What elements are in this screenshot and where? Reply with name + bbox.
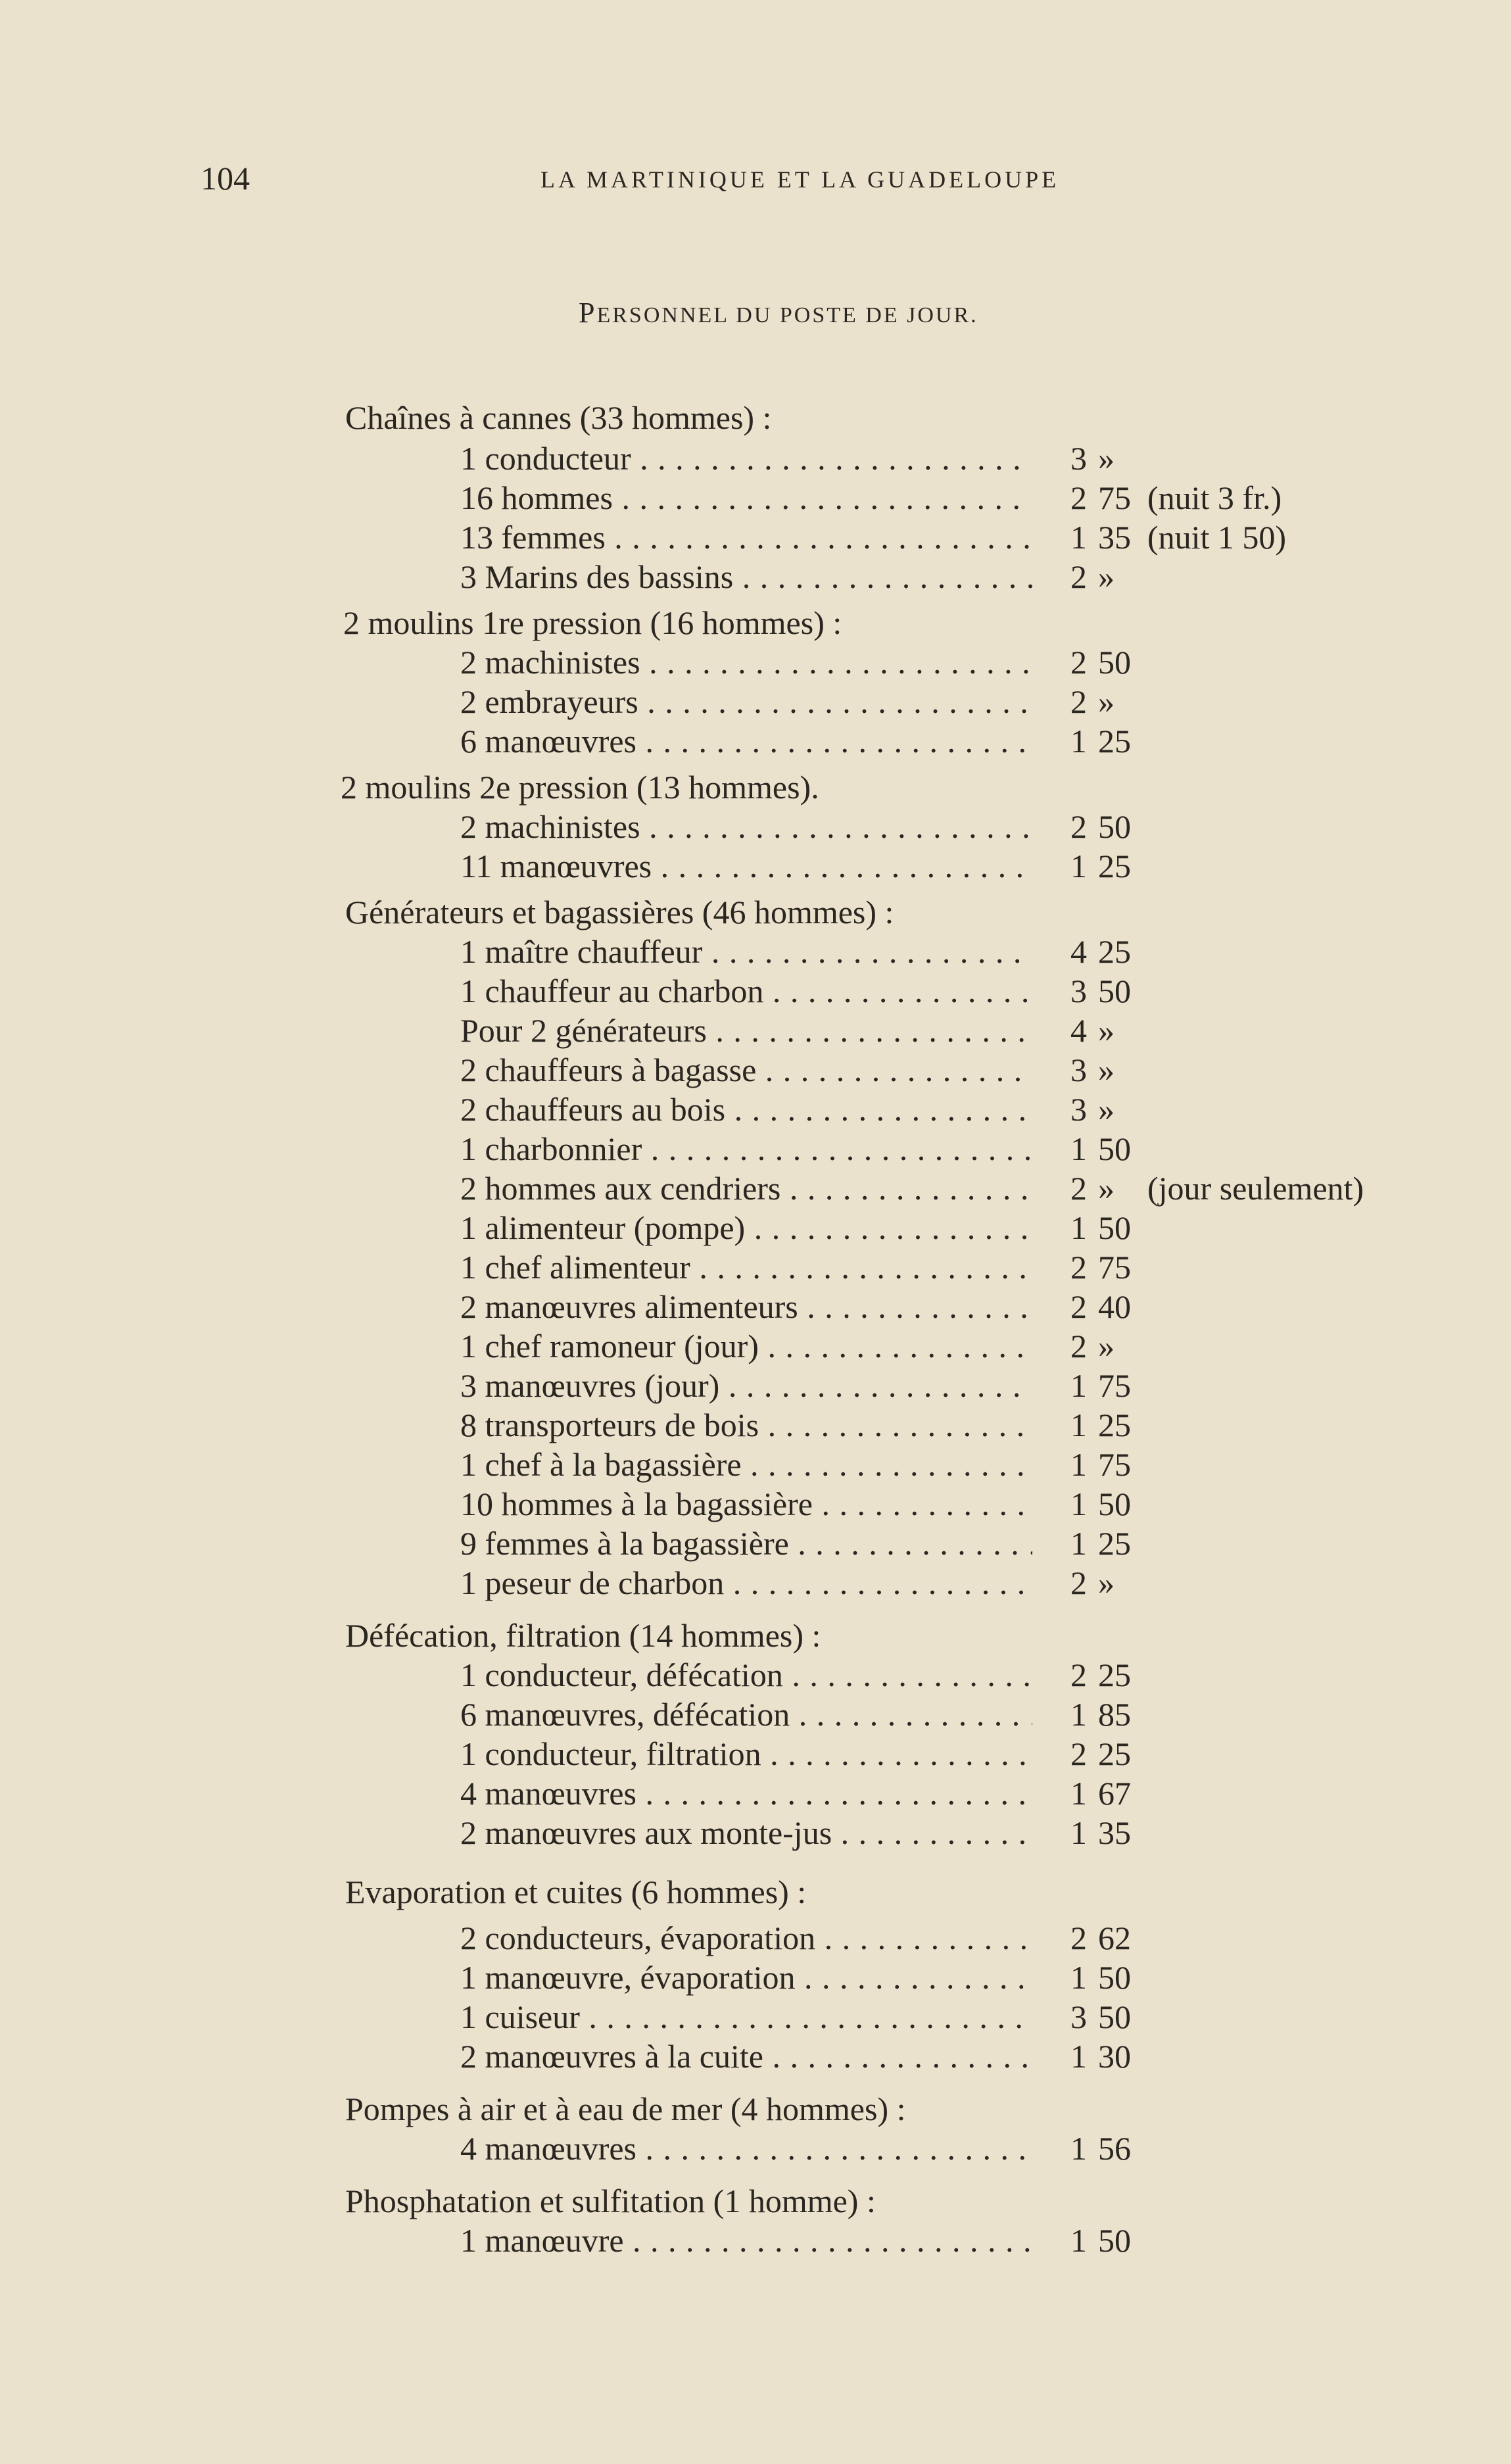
wage-row (0, 439, 1511, 478)
wage-francs: 2 (1070, 1249, 1087, 1286)
wage-row (0, 1405, 1511, 1445)
wage-label: 4 manœuvres . . . (460, 1774, 1032, 1813)
wage-francs: 1 (1070, 848, 1087, 884)
group-heading-text: 2 moulins 2e pression (13 hommes). (341, 769, 819, 806)
wage-label: 2 chauffeurs au bois . . . (460, 1090, 1032, 1129)
wage-label: 1 chef alimenteur . . . (460, 1247, 1032, 1287)
wage-centimes: 56 (1098, 2130, 1131, 2167)
wage-label: 2 manœuvres à la cuite . . . (460, 2037, 1032, 2076)
group-heading (0, 1616, 1511, 1655)
wage-label: Pour 2 générateurs . . . (460, 1011, 1032, 1050)
wage-label: 6 manœuvres . . . (460, 721, 1032, 761)
wage-row (0, 518, 1511, 557)
wage-francs: 1 (1070, 1130, 1087, 1167)
wage-label: 2 hommes aux cendriers . . . (460, 1169, 1032, 1208)
wage-row (0, 682, 1511, 721)
wage-label: 16 hommes . . . (460, 478, 1032, 518)
wage-francs: 2 (1070, 558, 1087, 595)
wage-row (0, 1287, 1511, 1326)
wage-centimes: 25 (1098, 723, 1131, 760)
wage-francs: 1 (1070, 1407, 1087, 1443)
wage-francs: 1 (1070, 1814, 1087, 1851)
wage-centimes: 75 (1098, 1249, 1131, 1286)
wage-centimes: 67 (1098, 1775, 1131, 1812)
wage-centimes: » (1098, 440, 1115, 477)
wage-row (0, 1011, 1511, 1050)
wage-row (0, 1129, 1511, 1169)
wage-centimes: 50 (1098, 644, 1131, 681)
wage-francs: 3 (1070, 1051, 1087, 1088)
wage-francs: 1 (1070, 1959, 1087, 1996)
group-heading-text: Chaînes à cannes (33 hommes) : (345, 399, 772, 436)
wage-centimes: 50 (1098, 1998, 1131, 2035)
group-heading (0, 2089, 1511, 2129)
wage-francs: 1 (1070, 1209, 1087, 1246)
wage-row (0, 721, 1511, 761)
wage-francs: 4 (1070, 1012, 1087, 1049)
wage-centimes: 30 (1098, 2038, 1131, 2075)
group-heading (0, 1872, 1511, 1912)
wage-centimes: 50 (1098, 973, 1131, 1009)
wage-francs: 3 (1070, 440, 1087, 477)
wage-francs: 3 (1070, 1091, 1087, 1128)
wage-row (0, 1734, 1511, 1774)
wage-row (0, 478, 1511, 518)
wage-francs: 2 (1070, 1735, 1087, 1772)
wage-centimes: 75 (1098, 1446, 1131, 1483)
wage-row (0, 846, 1511, 886)
group-heading-text: Pompes à air et à eau de mer (4 hommes) : (345, 2090, 906, 2127)
wage-centimes: 35 (1098, 519, 1131, 556)
wage-row (0, 1997, 1511, 2037)
wage-row (0, 1366, 1511, 1405)
wage-francs: 3 (1070, 1998, 1087, 2035)
wage-label: 9 femmes à la bagassière . . . (460, 1524, 1032, 1563)
group-heading-text: Evaporation et cuites (6 hommes) : (345, 1873, 807, 1910)
wage-francs: 1 (1070, 1446, 1087, 1483)
wage-label: 2 conducteurs, évaporation . . . (460, 1918, 1032, 1958)
wage-francs: 1 (1070, 1367, 1087, 1404)
wage-label: 4 manœuvres . . . (460, 2129, 1032, 2168)
wage-label: 1 conducteur, filtration . . . (460, 1734, 1032, 1774)
wage-row (0, 932, 1511, 971)
wage-label: 1 conducteur . . . (460, 439, 1032, 478)
wage-row (0, 1050, 1511, 1090)
wage-centimes: 50 (1098, 1209, 1131, 1246)
wage-label: 1 manœuvre . . . (460, 2221, 1032, 2260)
wage-centimes: 25 (1098, 848, 1131, 884)
group-heading-text: Phosphatation et sulfitation (1 homme) : (345, 2183, 876, 2219)
wage-label: 2 embrayeurs . . . (460, 682, 1032, 721)
wage-note: (jour seulement) (1147, 1170, 1364, 1207)
wage-francs: 2 (1070, 683, 1087, 720)
wage-centimes: » (1098, 558, 1115, 595)
wage-row (0, 1524, 1511, 1563)
wage-label: 2 manœuvres alimenteurs . . . (460, 1287, 1032, 1326)
wage-row (0, 1484, 1511, 1524)
wage-label: 11 manœuvres . . . (460, 846, 1032, 886)
wage-row (0, 1326, 1511, 1366)
wage-label: 3 manœuvres (jour) . . . (460, 1366, 1032, 1405)
wage-francs: 1 (1070, 1486, 1087, 1522)
wage-label: 3 Marins des bassins . . . (460, 557, 1032, 596)
wage-francs: 2 (1070, 479, 1087, 516)
wage-francs: 1 (1070, 1525, 1087, 1562)
wage-note: (nuit 1 50) (1147, 519, 1287, 556)
wage-centimes: 50 (1098, 1486, 1131, 1522)
wage-row (0, 807, 1511, 846)
wage-label: 8 transporteurs de bois . . . (460, 1405, 1032, 1445)
wage-label: 2 machinistes . . . (460, 807, 1032, 846)
wage-row (0, 1958, 1511, 1997)
wage-centimes: » (1098, 1170, 1115, 1207)
section-title-initial: P (579, 297, 597, 329)
wage-row (0, 1169, 1511, 1208)
wage-centimes: » (1098, 1012, 1115, 1049)
wage-centimes: » (1098, 1564, 1115, 1601)
wage-francs: 1 (1070, 2038, 1087, 2075)
wage-label: 1 chef ramoneur (jour) . . . (460, 1326, 1032, 1366)
wage-row (0, 1655, 1511, 1695)
wage-label: 10 hommes à la bagassière . . . (460, 1484, 1032, 1524)
group-heading (0, 2181, 1511, 2221)
wage-row (0, 1695, 1511, 1734)
group-heading-text: 2 moulins 1re pression (16 hommes) : (343, 604, 842, 641)
wage-centimes: 25 (1098, 1525, 1131, 1562)
wage-centimes: 25 (1098, 1407, 1131, 1443)
wage-francs: 4 (1070, 933, 1087, 970)
wage-centimes: 50 (1098, 1130, 1131, 1167)
wage-francs: 1 (1070, 519, 1087, 556)
wage-centimes: 25 (1098, 1735, 1131, 1772)
wage-centimes: » (1098, 1091, 1115, 1128)
wage-centimes: 50 (1098, 2222, 1131, 2259)
group-heading (0, 767, 1511, 807)
wage-francs: 2 (1070, 1564, 1087, 1601)
wage-centimes: 75 (1098, 479, 1131, 516)
wage-centimes: 50 (1098, 1959, 1131, 1996)
wage-label: 1 chef à la bagassière . . . (460, 1445, 1032, 1484)
wage-francs: 2 (1070, 1328, 1087, 1365)
wage-francs: 2 (1070, 1656, 1087, 1693)
wage-label: 1 manœuvre, évaporation . . . (460, 1958, 1032, 1997)
wage-row (0, 1208, 1511, 1247)
page-number: 104 (201, 160, 250, 197)
wage-label: 2 machinistes . . . (460, 642, 1032, 682)
wage-row (0, 1445, 1511, 1484)
wage-centimes: 62 (1098, 1920, 1131, 1956)
wage-label: 1 cuiseur . . . (460, 1997, 1032, 2037)
wage-row (0, 2129, 1511, 2168)
wage-label: 1 conducteur, défécation . . . (460, 1655, 1032, 1695)
wage-label: 6 manœuvres, défécation . . . (460, 1695, 1032, 1734)
wage-francs: 2 (1070, 1920, 1087, 1956)
wage-label: 1 charbonnier . . . (460, 1129, 1032, 1169)
wage-centimes: 25 (1098, 933, 1131, 970)
wage-row (0, 1247, 1511, 1287)
wage-row (0, 2221, 1511, 2260)
wage-label: 13 femmes . . . (460, 518, 1032, 557)
wage-francs: 1 (1070, 1775, 1087, 1812)
group-heading (0, 892, 1511, 932)
wage-centimes: » (1098, 683, 1115, 720)
group-heading-text: Défécation, filtration (14 hommes) : (345, 1617, 821, 1654)
group-heading (0, 603, 1511, 642)
wage-note: (nuit 3 fr.) (1147, 479, 1282, 516)
wage-centimes: 35 (1098, 1814, 1131, 1851)
wage-francs: 2 (1070, 1170, 1087, 1207)
wage-row (0, 971, 1511, 1011)
wage-row (0, 1563, 1511, 1603)
wage-francs: 1 (1070, 2130, 1087, 2167)
wage-francs: 2 (1070, 808, 1087, 845)
group-heading-text: Générateurs et bagassières (46 hommes) : (345, 894, 894, 930)
wage-francs: 2 (1070, 644, 1087, 681)
wage-row (0, 642, 1511, 682)
wage-centimes: 75 (1098, 1367, 1131, 1404)
wage-centimes: 50 (1098, 808, 1131, 845)
wage-row (0, 2037, 1511, 2076)
wage-label: 2 chauffeurs à bagasse . . . (460, 1050, 1032, 1090)
wage-francs: 2 (1070, 1288, 1087, 1325)
wage-row (0, 557, 1511, 596)
wage-centimes: » (1098, 1051, 1115, 1088)
wage-centimes: » (1098, 1328, 1115, 1365)
wage-label: 2 manœuvres aux monte-jus . . . (460, 1813, 1032, 1852)
wage-francs: 3 (1070, 973, 1087, 1009)
wage-centimes: 40 (1098, 1288, 1131, 1325)
section-title-rest: ERSONNEL DU POSTE DE JOUR. (596, 303, 978, 327)
wage-label: 1 peseur de charbon . . . (460, 1563, 1032, 1603)
running-title: LA MARTINIQUE ET LA GUADELOUPE (540, 166, 1060, 193)
wage-row (0, 1090, 1511, 1129)
wage-label: 1 maître chauffeur . . . (460, 932, 1032, 971)
wage-row (0, 1813, 1511, 1852)
group-heading (0, 398, 1511, 437)
wage-francs: 1 (1070, 723, 1087, 760)
wage-label: 1 alimenteur (pompe) . . . (460, 1208, 1032, 1247)
wage-francs: 1 (1070, 2222, 1087, 2259)
wage-centimes: 85 (1098, 1696, 1131, 1733)
wage-francs: 1 (1070, 1696, 1087, 1733)
wage-row (0, 1774, 1511, 1813)
wage-label: 1 chauffeur au charbon . . . (460, 971, 1032, 1011)
wage-centimes: 25 (1098, 1656, 1131, 1693)
wage-row (0, 1918, 1511, 1958)
